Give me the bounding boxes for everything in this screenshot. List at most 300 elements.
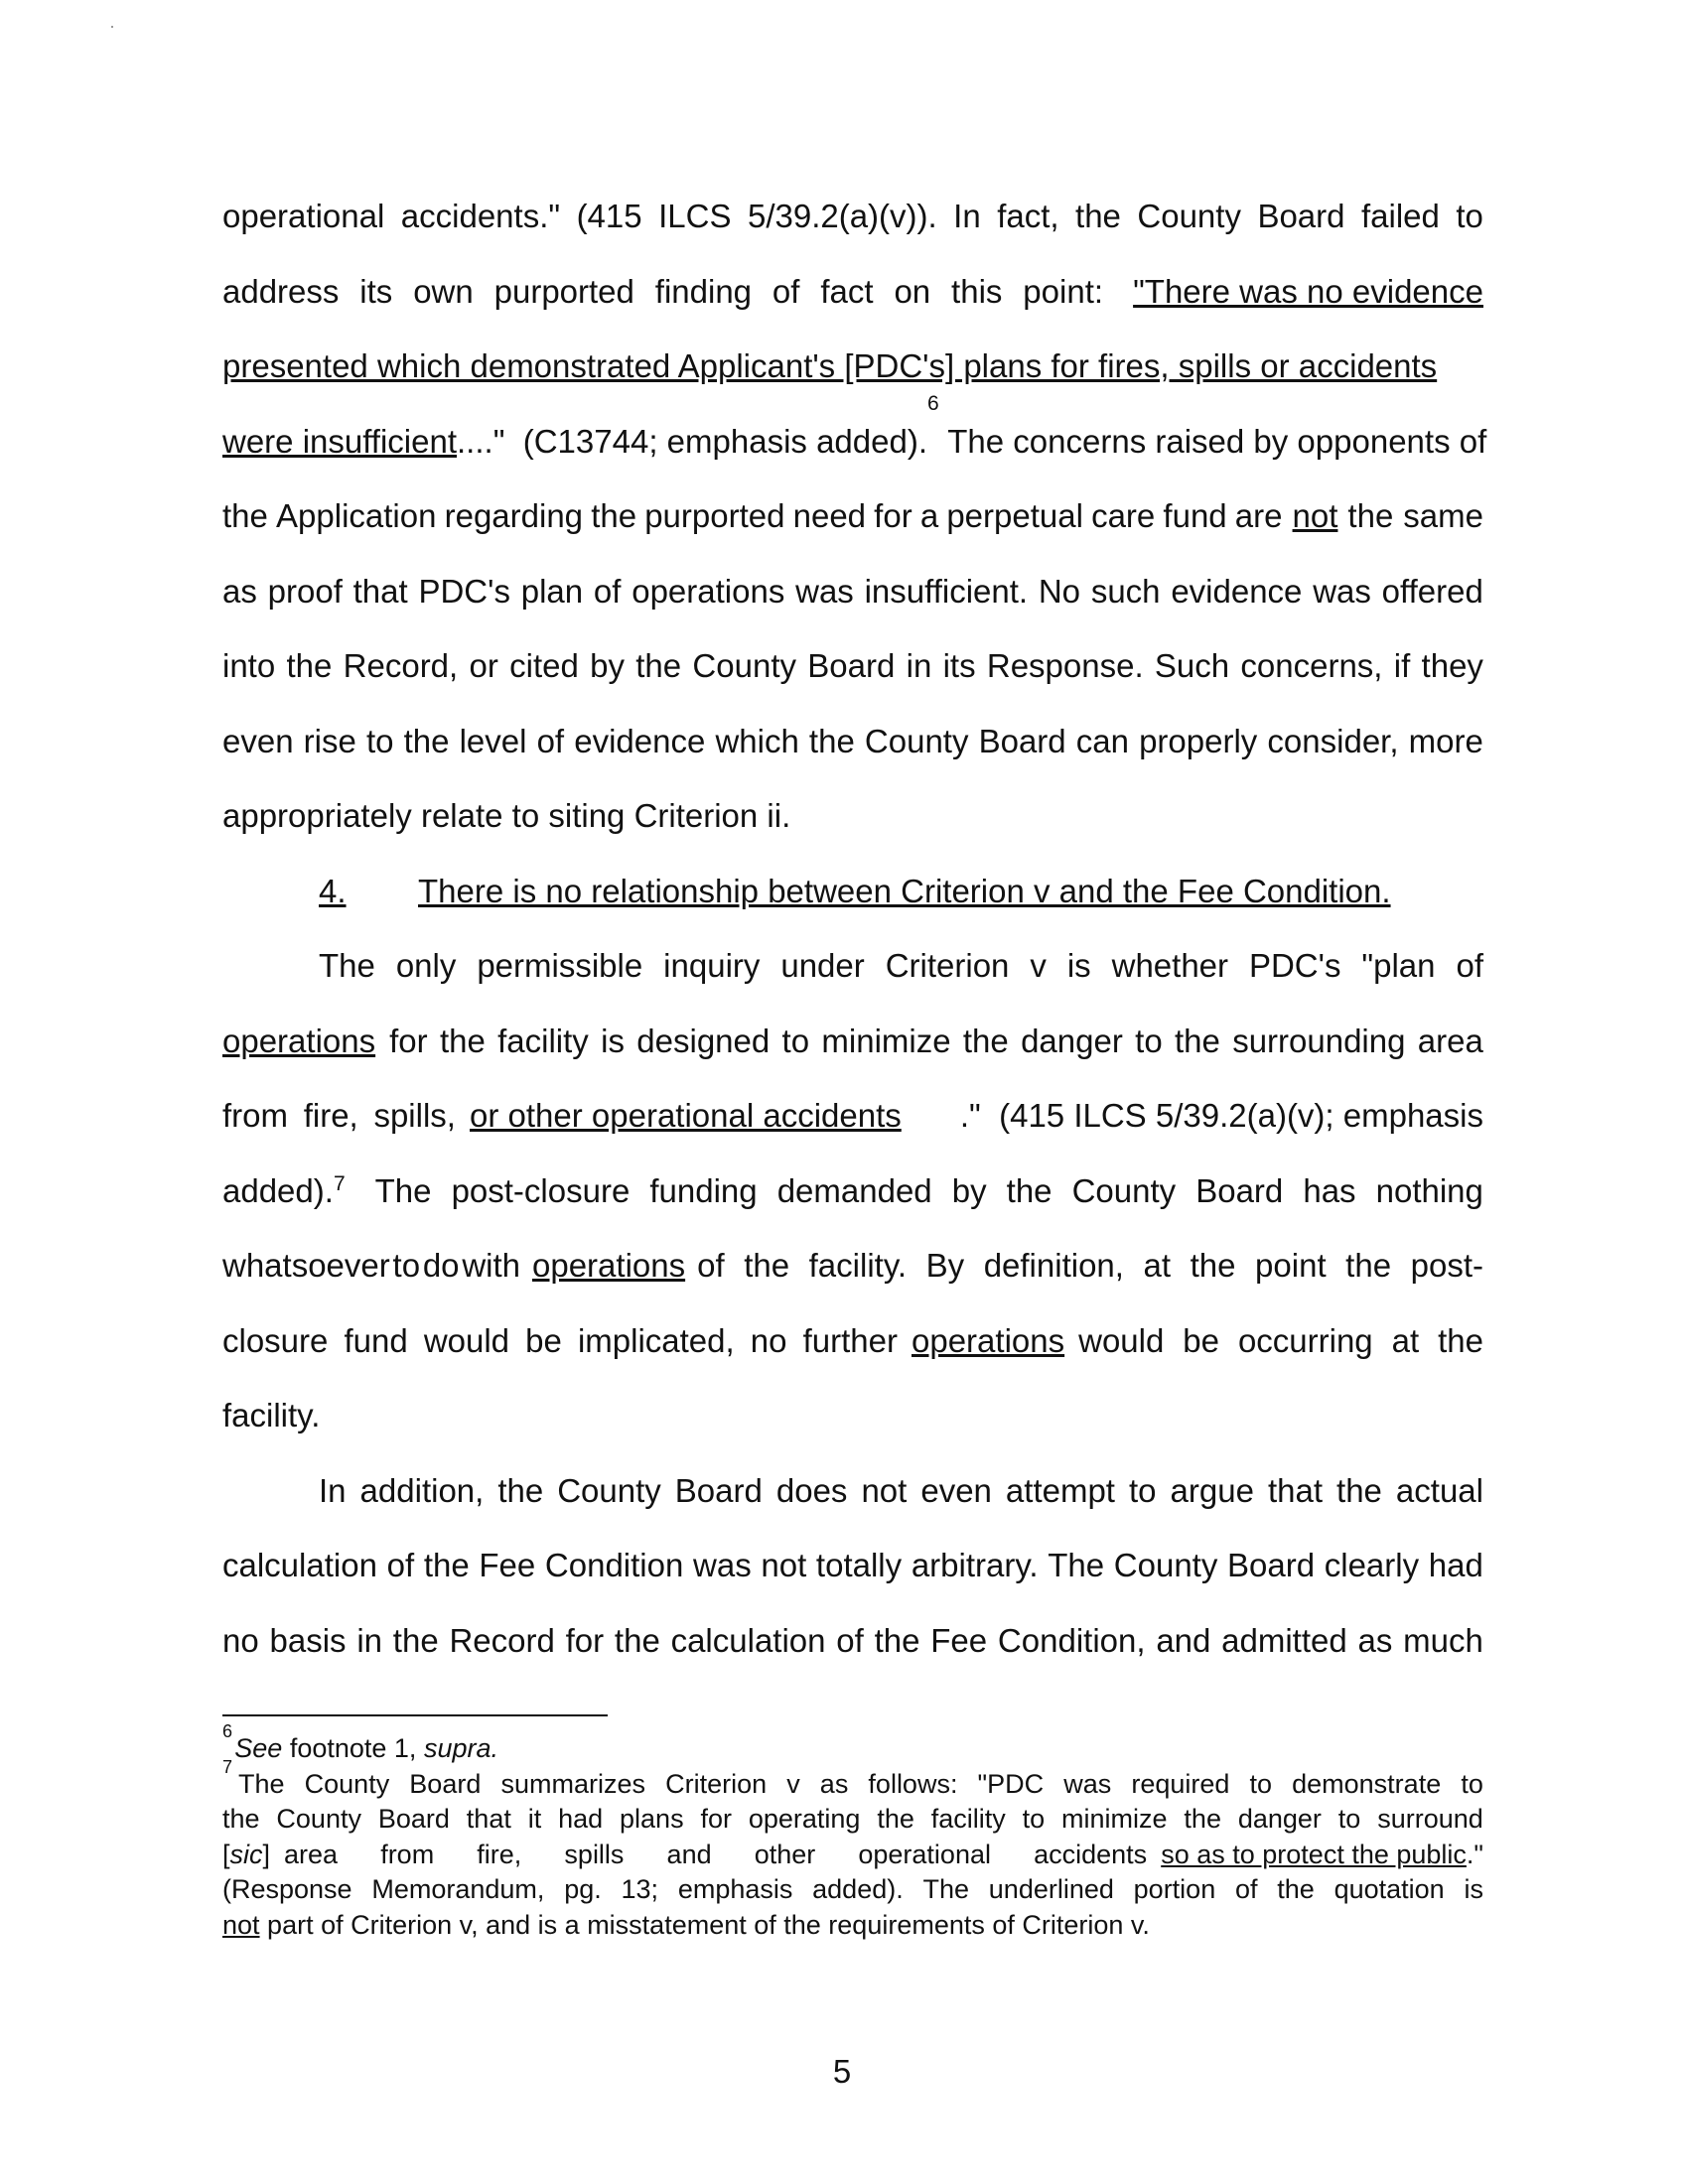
word: does — [775, 1471, 848, 1509]
word: Board — [978, 722, 1066, 759]
word: Record, — [343, 647, 459, 684]
word: to — [1022, 1804, 1046, 1834]
word: operations — [632, 572, 785, 610]
body-line-1 — [222, 179, 1483, 254]
word: operational — [858, 1839, 991, 1869]
word: fund — [1163, 497, 1227, 534]
word: emphasis — [677, 1874, 793, 1904]
word: closure — [222, 1321, 329, 1359]
word: the — [423, 1547, 470, 1583]
word: area — [1417, 1022, 1483, 1059]
emphasis-not: not — [1292, 497, 1338, 534]
word: would — [423, 1321, 510, 1359]
word: properly — [1139, 722, 1258, 759]
footnote-6-number: 6 — [222, 1721, 233, 1741]
word: argue — [1170, 1471, 1254, 1509]
word: had — [1428, 1547, 1483, 1583]
word: this — [951, 272, 1003, 310]
word: into — [222, 647, 276, 684]
word: was — [795, 572, 854, 610]
body-line-18 — [222, 1528, 1483, 1603]
word: facility — [930, 1804, 1006, 1834]
word: not — [861, 1471, 908, 1509]
sic-word: sic — [229, 1839, 263, 1869]
word: failed — [1360, 198, 1440, 234]
body-line-14 — [222, 1228, 1483, 1303]
word: Application — [276, 497, 437, 534]
word: of — [836, 1621, 864, 1659]
word: such — [1090, 572, 1161, 610]
word: the — [1075, 198, 1121, 234]
word: would — [1078, 1321, 1165, 1359]
word: consider, — [1267, 722, 1399, 759]
added-text — [222, 1154, 346, 1229]
quote-line: presented which demonstrated Applicant's [PDC's] plans for fires, spills or accidents — [222, 347, 1438, 384]
word: level — [459, 722, 527, 759]
word: was — [1063, 1768, 1112, 1799]
footnote-6-see: See — [234, 1733, 283, 1763]
word: County — [864, 722, 969, 759]
word: to — [1461, 1768, 1483, 1799]
word: which — [715, 722, 799, 759]
word: is — [601, 1022, 625, 1059]
word: (Response — [222, 1874, 352, 1904]
word: to — [392, 1247, 421, 1284]
word: The — [922, 1874, 970, 1904]
word: definition, — [983, 1247, 1124, 1284]
word: minimize — [1061, 1804, 1168, 1834]
emphasis-operations-2: operations — [532, 1247, 686, 1284]
protect-public — [1161, 1838, 1483, 1873]
quote-end: were insufficient — [222, 422, 458, 460]
word: implicated, — [577, 1321, 735, 1359]
word: Such — [1154, 647, 1230, 684]
word: Board — [377, 1804, 450, 1834]
body-line-12-words — [222, 1078, 456, 1154]
word: evidence — [1171, 572, 1303, 610]
word: County — [276, 1804, 361, 1834]
word: its — [942, 647, 976, 684]
word: designed — [636, 1022, 771, 1059]
word: plan — [520, 572, 584, 610]
word: even — [222, 722, 294, 759]
word: that — [352, 572, 408, 610]
section-title: There is no relationship between Criterion v and the Fee Condition. — [418, 872, 1391, 909]
body-line-8 — [222, 704, 1483, 779]
footnote-7-line-1-words — [238, 1767, 1483, 1803]
body-line-16 — [222, 1378, 1483, 1453]
word: from — [222, 1097, 288, 1134]
word: danger — [1021, 1022, 1123, 1059]
word: and — [1156, 1621, 1211, 1659]
emphasis-not-fn: not — [222, 1909, 260, 1940]
word: v — [1030, 947, 1047, 984]
word: operational — [222, 198, 385, 234]
word: if — [1393, 647, 1411, 684]
word: as — [222, 572, 257, 610]
word: accidents — [1034, 1839, 1148, 1869]
word: fire, — [477, 1839, 522, 1869]
body-line-14-words — [222, 1228, 520, 1303]
word: its — [359, 272, 393, 310]
word: County — [692, 647, 796, 684]
word: summarizes — [500, 1768, 645, 1799]
body-line-4 — [222, 391, 1487, 479]
word: In — [319, 1471, 347, 1509]
citation-c13744: ...." (C13744; emphasis added). — [457, 422, 927, 460]
footnote-7-line-5-text: part of Criterion v, and is a misstatement of the requirements of Criterion v. — [259, 1909, 1150, 1940]
word: the — [403, 722, 450, 759]
scan-speck — [111, 26, 113, 28]
word: area — [284, 1839, 339, 1869]
word: of — [1456, 947, 1483, 984]
word: v — [786, 1768, 800, 1799]
body-line-13-words — [375, 1154, 1483, 1229]
word: Condition, — [997, 1621, 1146, 1659]
word: from — [380, 1839, 435, 1869]
word: the — [1184, 1804, 1221, 1834]
quote-close: ." — [1466, 1839, 1483, 1869]
word: address — [222, 272, 340, 310]
word: by — [951, 1171, 987, 1209]
section-number: 4. — [319, 872, 347, 909]
word: the — [1347, 497, 1394, 534]
word: to — [781, 1022, 810, 1059]
word: in — [906, 647, 932, 684]
word: to — [1456, 198, 1483, 234]
word: the — [1006, 1171, 1052, 1209]
word: as — [819, 1768, 849, 1799]
word: be — [1183, 1321, 1219, 1359]
word: the — [874, 1621, 920, 1659]
word: much — [1403, 1621, 1483, 1659]
word: perpetual — [946, 497, 1083, 534]
word: need — [792, 497, 867, 534]
footnote-7-line-3-words — [284, 1838, 1147, 1873]
word: cited — [509, 647, 579, 684]
word: it — [527, 1804, 542, 1834]
word: arbitrary. — [911, 1547, 1039, 1583]
word: point: — [1023, 272, 1104, 310]
body-line-5-tail — [1347, 478, 1483, 554]
emphasis-operational-accidents: or other operational accidents — [470, 1097, 902, 1134]
quote-start: "There was no evidence — [1133, 272, 1483, 310]
word: minimize — [821, 1022, 951, 1059]
word: of — [593, 572, 622, 610]
word: admitted — [1221, 1621, 1347, 1659]
word: even — [920, 1471, 992, 1509]
body-line-3 — [222, 329, 1483, 404]
word: Criterion — [665, 1768, 768, 1799]
word: had — [558, 1804, 604, 1834]
word: finding — [654, 272, 753, 310]
word: are — [1234, 497, 1283, 534]
footnote-7-number: 7 — [222, 1756, 233, 1777]
word: fund — [344, 1321, 408, 1359]
word: surrounding — [1232, 1022, 1406, 1059]
footnote-7-line-4 — [222, 1872, 1483, 1908]
word: or — [469, 647, 498, 684]
word: do — [422, 1247, 460, 1284]
word: underlined — [988, 1874, 1114, 1904]
word: Board — [409, 1768, 482, 1799]
sic-note — [222, 1838, 270, 1873]
word: spills, — [373, 1097, 456, 1134]
footnote-7-line-1 — [222, 1756, 1483, 1803]
word: follows: — [868, 1768, 958, 1799]
body-line-9 — [222, 778, 1483, 854]
body-line-12 — [222, 1078, 1483, 1154]
word: demonstrate — [1292, 1768, 1442, 1799]
word: care — [1091, 497, 1156, 534]
word: The — [1048, 1547, 1105, 1583]
word: PDC's — [418, 572, 510, 610]
word: addition, — [359, 1471, 485, 1509]
word: attempt — [1005, 1471, 1115, 1509]
word: no — [750, 1321, 787, 1359]
word: to — [365, 722, 394, 759]
body-line-10 — [222, 928, 1483, 1004]
body-line-15-tail — [1078, 1303, 1483, 1379]
word: inquiry — [663, 947, 761, 984]
word: the — [286, 647, 333, 684]
word: regarding — [444, 497, 584, 534]
page-number: 5 — [832, 2053, 852, 2090]
body-line-2-words — [222, 254, 1103, 330]
footnote-6-supra: supra. — [423, 1733, 498, 1763]
footnote-7-line-5 — [222, 1908, 1483, 1944]
word: purported — [644, 497, 785, 534]
word: be — [525, 1321, 562, 1359]
word: danger — [1237, 1804, 1322, 1834]
body-line-17 — [222, 1453, 1483, 1529]
body-line-11-words — [389, 1004, 1483, 1079]
word: accidents." — [400, 198, 561, 234]
word: County — [557, 1471, 661, 1509]
word: further — [802, 1321, 898, 1359]
body-line-14-tail — [697, 1228, 1483, 1303]
word: County — [1113, 1547, 1218, 1583]
word: of — [386, 1547, 415, 1583]
word: by — [590, 647, 625, 684]
word: demanded — [776, 1171, 932, 1209]
word: the — [497, 1471, 544, 1509]
word: operating — [748, 1804, 861, 1834]
word: rise — [303, 722, 356, 759]
word: more — [1408, 722, 1483, 759]
word: clearly — [1324, 1547, 1420, 1583]
word: the — [744, 1247, 790, 1284]
word: Condition — [544, 1547, 684, 1583]
word: to — [1249, 1768, 1273, 1799]
word: the — [222, 1804, 260, 1834]
word: of — [697, 1247, 725, 1284]
word: Criterion — [885, 947, 1010, 984]
word: By — [925, 1247, 965, 1284]
word: facility. — [808, 1247, 908, 1284]
word: surround — [1377, 1804, 1483, 1834]
emphasis-operations: operations — [222, 1022, 376, 1059]
word: The — [319, 947, 375, 984]
word: the — [1345, 1247, 1392, 1284]
word: No — [1038, 572, 1081, 610]
word: the — [1190, 1247, 1236, 1284]
word: Board — [1195, 1171, 1284, 1209]
word: as — [1357, 1621, 1393, 1659]
word: Record — [449, 1621, 555, 1659]
word: Board — [1227, 1547, 1316, 1583]
word: 5/39.2(a)(v)). — [747, 198, 937, 234]
word: Memorandum, — [371, 1874, 545, 1904]
word: offered — [1381, 572, 1483, 610]
word: 13; — [621, 1874, 659, 1904]
word: to — [1129, 1471, 1157, 1509]
word: Response. — [986, 647, 1144, 684]
word: quotation — [1333, 1874, 1445, 1904]
word: the — [1175, 1022, 1220, 1059]
word: at — [1391, 1321, 1420, 1359]
word: can — [1075, 722, 1129, 759]
word: fire, — [303, 1097, 358, 1134]
body-line-15 — [222, 1303, 1483, 1379]
word: was — [1313, 572, 1371, 610]
word: added). — [812, 1874, 904, 1904]
word: post-closure — [451, 1171, 631, 1209]
body-line-4-tail: The concerns raised by opponents of — [938, 422, 1487, 460]
body-text — [222, 179, 1487, 1678]
word: the — [877, 1804, 914, 1834]
word: for — [700, 1804, 732, 1834]
word: fact — [820, 272, 874, 310]
word: Board — [674, 1471, 763, 1509]
word: basis — [269, 1621, 347, 1659]
footnote-6-text: footnote 1, — [282, 1733, 424, 1763]
word: the — [1438, 1321, 1483, 1359]
word: (415 — [576, 198, 642, 234]
section-heading-4 — [222, 854, 1483, 929]
body-line-9-text: appropriately relate to siting Criterion ii. — [222, 797, 791, 834]
footnote-7-line-2 — [222, 1802, 1483, 1838]
word: has — [1303, 1171, 1356, 1209]
word: whatsoever — [222, 1247, 390, 1284]
word: for — [565, 1621, 605, 1659]
word: calculation — [222, 1547, 377, 1583]
body-line-13 — [222, 1154, 1483, 1229]
word: same — [1403, 497, 1483, 534]
word: County — [304, 1768, 390, 1799]
footnote-separator — [222, 1714, 608, 1716]
word: is — [1066, 947, 1091, 984]
word: The — [374, 1171, 432, 1209]
word: evidence — [574, 722, 706, 759]
word: Board — [1257, 198, 1345, 234]
word: point — [1255, 1247, 1327, 1284]
word: they — [1421, 647, 1483, 684]
body-line-5 — [222, 478, 1483, 554]
word: under — [780, 947, 865, 984]
word: nothing — [1375, 1171, 1483, 1209]
word: was — [693, 1547, 752, 1583]
word: Fee — [930, 1621, 988, 1659]
word: the — [1336, 1471, 1382, 1509]
word: spills — [564, 1839, 625, 1869]
word: insufficient. — [864, 572, 1029, 610]
word: "PDC — [977, 1768, 1045, 1799]
word: that — [1267, 1471, 1324, 1509]
word: is — [1464, 1874, 1483, 1904]
body-line-7 — [222, 628, 1483, 704]
body-line-15-words — [222, 1303, 898, 1379]
word: "plan — [1361, 947, 1436, 984]
word: to — [1337, 1804, 1361, 1834]
emphasis-operations-3: operations — [912, 1321, 1065, 1359]
word: purported — [493, 272, 634, 310]
footnotes — [222, 1721, 1483, 1943]
body-line-16-text: facility. — [222, 1397, 321, 1433]
word: the — [614, 1621, 660, 1659]
word: County — [1071, 1171, 1177, 1209]
bracket-open: [ — [222, 1839, 230, 1869]
word: and — [666, 1839, 712, 1869]
word: Fee — [479, 1547, 536, 1583]
word: the — [222, 497, 268, 534]
footnote-ref-6[interactable]: 6 — [927, 391, 939, 415]
word: for — [389, 1022, 428, 1059]
word: facility — [497, 1022, 589, 1059]
word: the — [808, 722, 855, 759]
word: required — [1131, 1768, 1230, 1799]
word: PDC's — [1248, 947, 1341, 984]
word: plans — [620, 1804, 684, 1834]
word: the — [591, 497, 637, 534]
emphasis-protect-public: so as to protect the public — [1161, 1839, 1467, 1869]
word: at — [1143, 1247, 1172, 1284]
word: concerns, — [1240, 647, 1383, 684]
footnote-6 — [222, 1721, 1483, 1767]
word: other — [754, 1839, 816, 1869]
footnote-ref-7[interactable]: 7 — [333, 1171, 346, 1195]
word: calculation — [670, 1621, 826, 1659]
word: the — [439, 1022, 486, 1059]
word: Board — [807, 647, 896, 684]
word: totally — [815, 1547, 903, 1583]
word: post- — [1410, 1247, 1483, 1284]
body-line-19 — [222, 1603, 1483, 1679]
body-line-2 — [222, 254, 1483, 330]
footnote-7-line-3 — [222, 1838, 1483, 1873]
word: not — [761, 1547, 807, 1583]
word: permissible — [477, 947, 643, 984]
body-line-11 — [222, 1004, 1483, 1079]
word: portion — [1133, 1874, 1216, 1904]
word: the — [392, 1621, 439, 1659]
word: a — [919, 497, 939, 534]
word: ILCS — [658, 198, 732, 234]
word: fact, — [997, 198, 1059, 234]
word: of — [1234, 1874, 1258, 1904]
word: pg. — [564, 1874, 602, 1904]
word: whether — [1111, 947, 1229, 984]
word: funding — [649, 1171, 758, 1209]
body-line-5-words — [222, 478, 1283, 554]
word: no — [222, 1621, 259, 1659]
word: the — [1277, 1874, 1315, 1904]
word: of — [536, 722, 565, 759]
word: to — [1135, 1022, 1163, 1059]
word: that — [466, 1804, 511, 1834]
word: the — [962, 1022, 1009, 1059]
word: actual — [1395, 1471, 1483, 1509]
